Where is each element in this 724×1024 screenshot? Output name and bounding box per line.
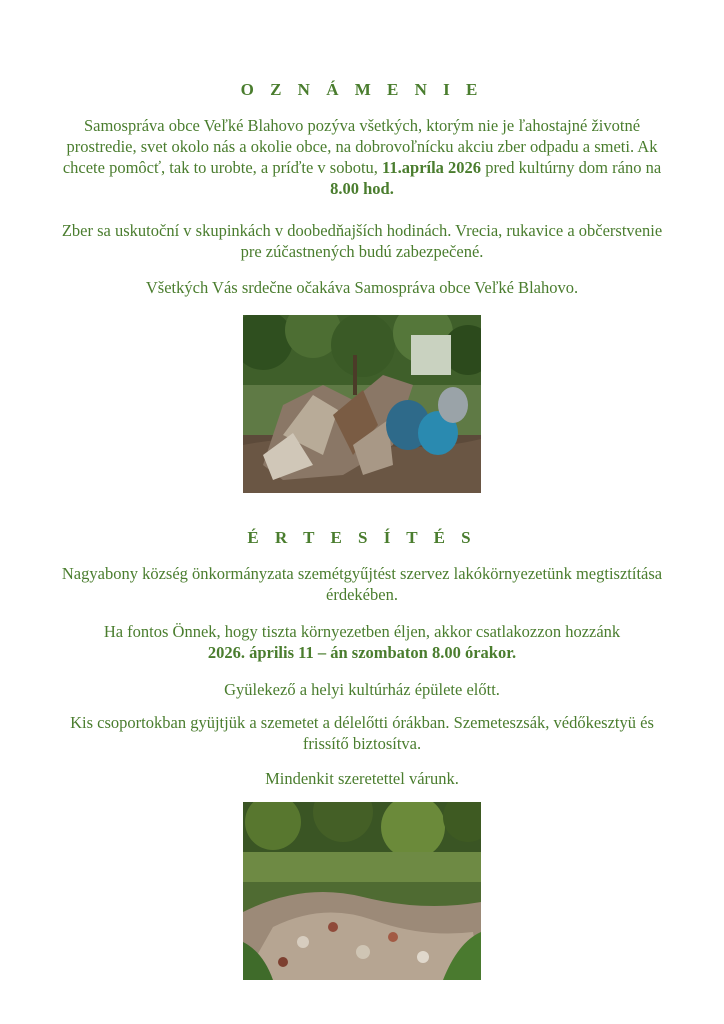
hu-heading: É R T E S Í T É S [247,528,477,547]
hu-paragraph-1: Nagyabony község önkormányzata szemétgyűjtést szervez lakókörnyezetünk megtisztítása érdekében. [61,564,663,604]
hu-p2-bold: 2026. április 11 – án szombaton 8.00 órakor. [207,643,517,662]
sk-p1-text: Samospráva obce Veľké Blahovo pozýva všetkých, ktorým nie je ľahostajné životné prostredie, svet okolo nás a okolie obce, na dobrovoľnícku akciu zber odpadu a smeti. Ak chcete pomôcť, tak to urobte, a príďte v sobotu, [62,116,658,177]
hu-paragraph-3: Gyülekező a helyi kultúrház épülete előtt. [224,680,500,699]
hu-paragraph-4: Kis csoportokban gyüjtjük a szemetet a délelőtti órákban. Szemeteszsák, védőkesztyü és frissítő biztosítva. [70,713,654,753]
sk-p1-mid: pred kultúrny dom ráno na [481,158,662,177]
sk-p1-date: 11.apríla 2026 [382,158,482,177]
sk-p1-time: 8.00 hod. [330,179,394,198]
garbage-pile-photo [243,315,481,493]
rubble-pile-photo [243,802,481,980]
sk-paragraph-1 [50,115,674,199]
sk-heading: O Z N Á M E N I E [240,80,484,99]
hu-paragraph-2 [50,621,674,663]
hu-paragraph-5: Mindenkit szeretettel várunk. [265,769,459,788]
sk-paragraph-2: Zber sa uskutoční v skupinkách v doobedňajších hodinách. Vrecia, rukavice a občerstvenie pre zúčastnených budú zabezpečené. [61,221,663,261]
sk-paragraph-3: Všetkých Vás srdečne očakáva Samospráva obce Veľké Blahovo. [145,278,579,297]
hu-p2-text: Ha fontos Önnek, hogy tiszta környezetben éljen, akkor csatlakozzon hozzánk [103,622,621,641]
